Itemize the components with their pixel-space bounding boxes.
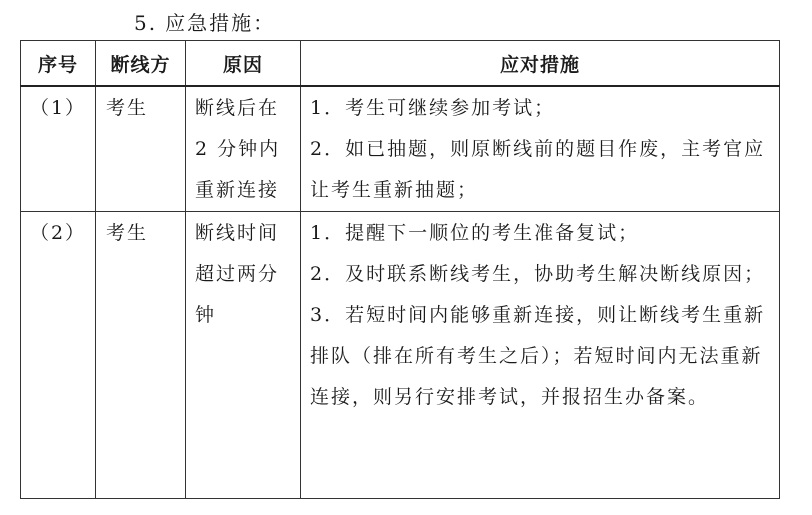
measure-item: 1．提醒下一顺位的考生准备复试； [310,222,640,244]
table-row [21,212,780,499]
header-measures: 应对措施 [301,41,780,87]
header-seq: 序号 [21,41,96,87]
table-row [21,86,780,212]
row-seq: （2） [21,212,96,499]
table-header-row [21,41,780,87]
section-title: 应急措施： [165,11,276,35]
measure-item: 3．若短时间内能够重新连接，则让断线考生重新排队（排在所有考生之后）；若短时间内无法重新连接，则另行安排考试，并报招生办备案。 [310,304,766,408]
header-party: 断线方 [96,41,186,87]
row-seq: （1） [21,86,96,212]
row-party: 考生 [96,86,186,212]
emergency-measures-table [20,40,780,499]
row-party: 考生 [96,212,186,499]
header-reason: 原因 [186,41,301,87]
section-number: 5. [134,11,158,35]
row-reason: 断线时间超过两分钟 [186,212,301,499]
row-reason: 断线后在 2 分钟内重新连接 [186,86,301,212]
measure-item: 2．如已抽题，则原断线前的题目作废，主考官应让考生重新抽题； [310,138,766,201]
measure-item: 2．及时联系断线考生，协助考生解决断线原因； [310,263,766,285]
measure-item: 1．考生可继续参加考试； [310,97,556,119]
row-measures [301,212,780,499]
row-measures [301,86,780,212]
section-heading [134,10,275,36]
